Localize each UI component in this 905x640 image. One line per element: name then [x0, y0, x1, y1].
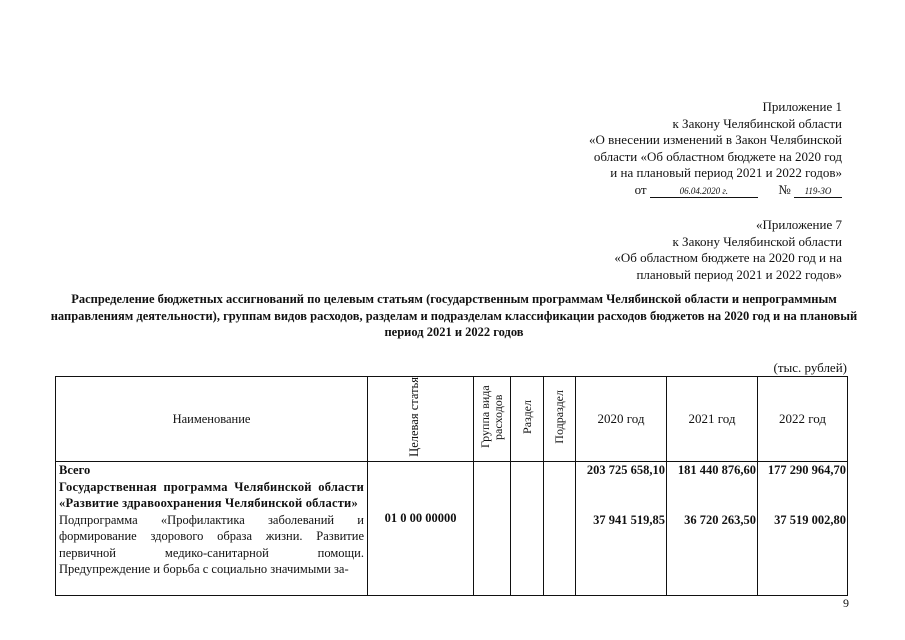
- section-cell: [511, 462, 544, 596]
- program-2020: 37 941 519,85: [593, 512, 665, 527]
- units-label: (тыс. рублей): [773, 360, 847, 375]
- amount-2022-cell: [758, 462, 848, 596]
- page-number: 9: [843, 596, 849, 610]
- header-name: Наименование: [56, 377, 368, 462]
- budget-table: [55, 376, 848, 596]
- total-2022: 177 290 964,70: [767, 463, 846, 477]
- target-article-cell: [368, 462, 474, 596]
- annex-7-line: к Закону Челябинской области: [672, 233, 842, 249]
- law-date-number-row: [589, 182, 842, 199]
- annex-1-line: и на плановый период 2021 и 2022 годов»: [610, 165, 842, 180]
- header-2021: 2021 год: [667, 377, 758, 462]
- number-prefix: №: [778, 181, 791, 197]
- date-prefix: от: [634, 181, 647, 197]
- total-2021: 181 440 876,60: [677, 463, 756, 477]
- document-title: Распределение бюджетных ассигнований по целевым статьям (государственным программам Челябинской области и непрограммным направлениям деятельности), группам видов расходов, разделам и подразделам классификации расходов бюджетов на 2020 год и на плановый период 2021 и 2022 годов: [50, 292, 858, 339]
- program-2021: 36 720 263,50: [684, 512, 756, 527]
- program-2022: 37 519 002,80: [774, 512, 846, 527]
- law-date-field: 06.04.2020 г.: [650, 185, 758, 198]
- law-number-field: 119-ЗО: [794, 185, 842, 198]
- annex-1-line: «О внесении изменений в Закон Челябинской: [588, 132, 842, 147]
- header-section: Раздел: [511, 377, 544, 462]
- table-row: [56, 462, 848, 596]
- header-subsection: Подраздел: [544, 377, 576, 462]
- annex-7-line: «Приложение 7: [755, 217, 842, 232]
- annex-1-line: области «Об областном бюджете на 2020 год: [593, 148, 842, 164]
- header-target-article: Целевая статья: [368, 377, 474, 462]
- amount-2021-cell: [667, 462, 758, 596]
- row-program-name: Государственная программа Челябинской области «Развитие здравоохранения Челябинской области»: [59, 479, 364, 510]
- amount-2020-cell: [576, 462, 667, 596]
- header-2020: 2020 год: [576, 377, 667, 462]
- annex-1-line: к Закону Челябинской области: [672, 115, 842, 131]
- table-header-row: [56, 377, 848, 462]
- annex-1-line: Приложение 1: [762, 99, 842, 114]
- program-code: 01 0 00 00000: [384, 511, 457, 525]
- header-2022: 2022 год: [758, 377, 848, 462]
- annex-7-line: «Об областном бюджете на 2020 год и на: [614, 250, 842, 265]
- total-2020: 203 725 658,10: [586, 463, 665, 477]
- name-cell: [56, 462, 368, 596]
- header-expense-group: Группа вида расходов: [474, 377, 511, 462]
- subsection-cell: [544, 462, 576, 596]
- row-total-name: Всего: [59, 463, 91, 477]
- annex-7-block: [614, 217, 842, 283]
- annex-7-line: плановый период 2021 и 2022 годов»: [636, 266, 842, 282]
- expense-group-cell: [474, 462, 511, 596]
- row-subprogram-name: Подпрограмма «Профилактика заболеваний и формирование здорового образа жизни. Развитие первичной медико-санитарной помощи. Предупреждение и борьба с социально значимыми за-: [59, 512, 364, 576]
- annex-1-block: [589, 99, 842, 198]
